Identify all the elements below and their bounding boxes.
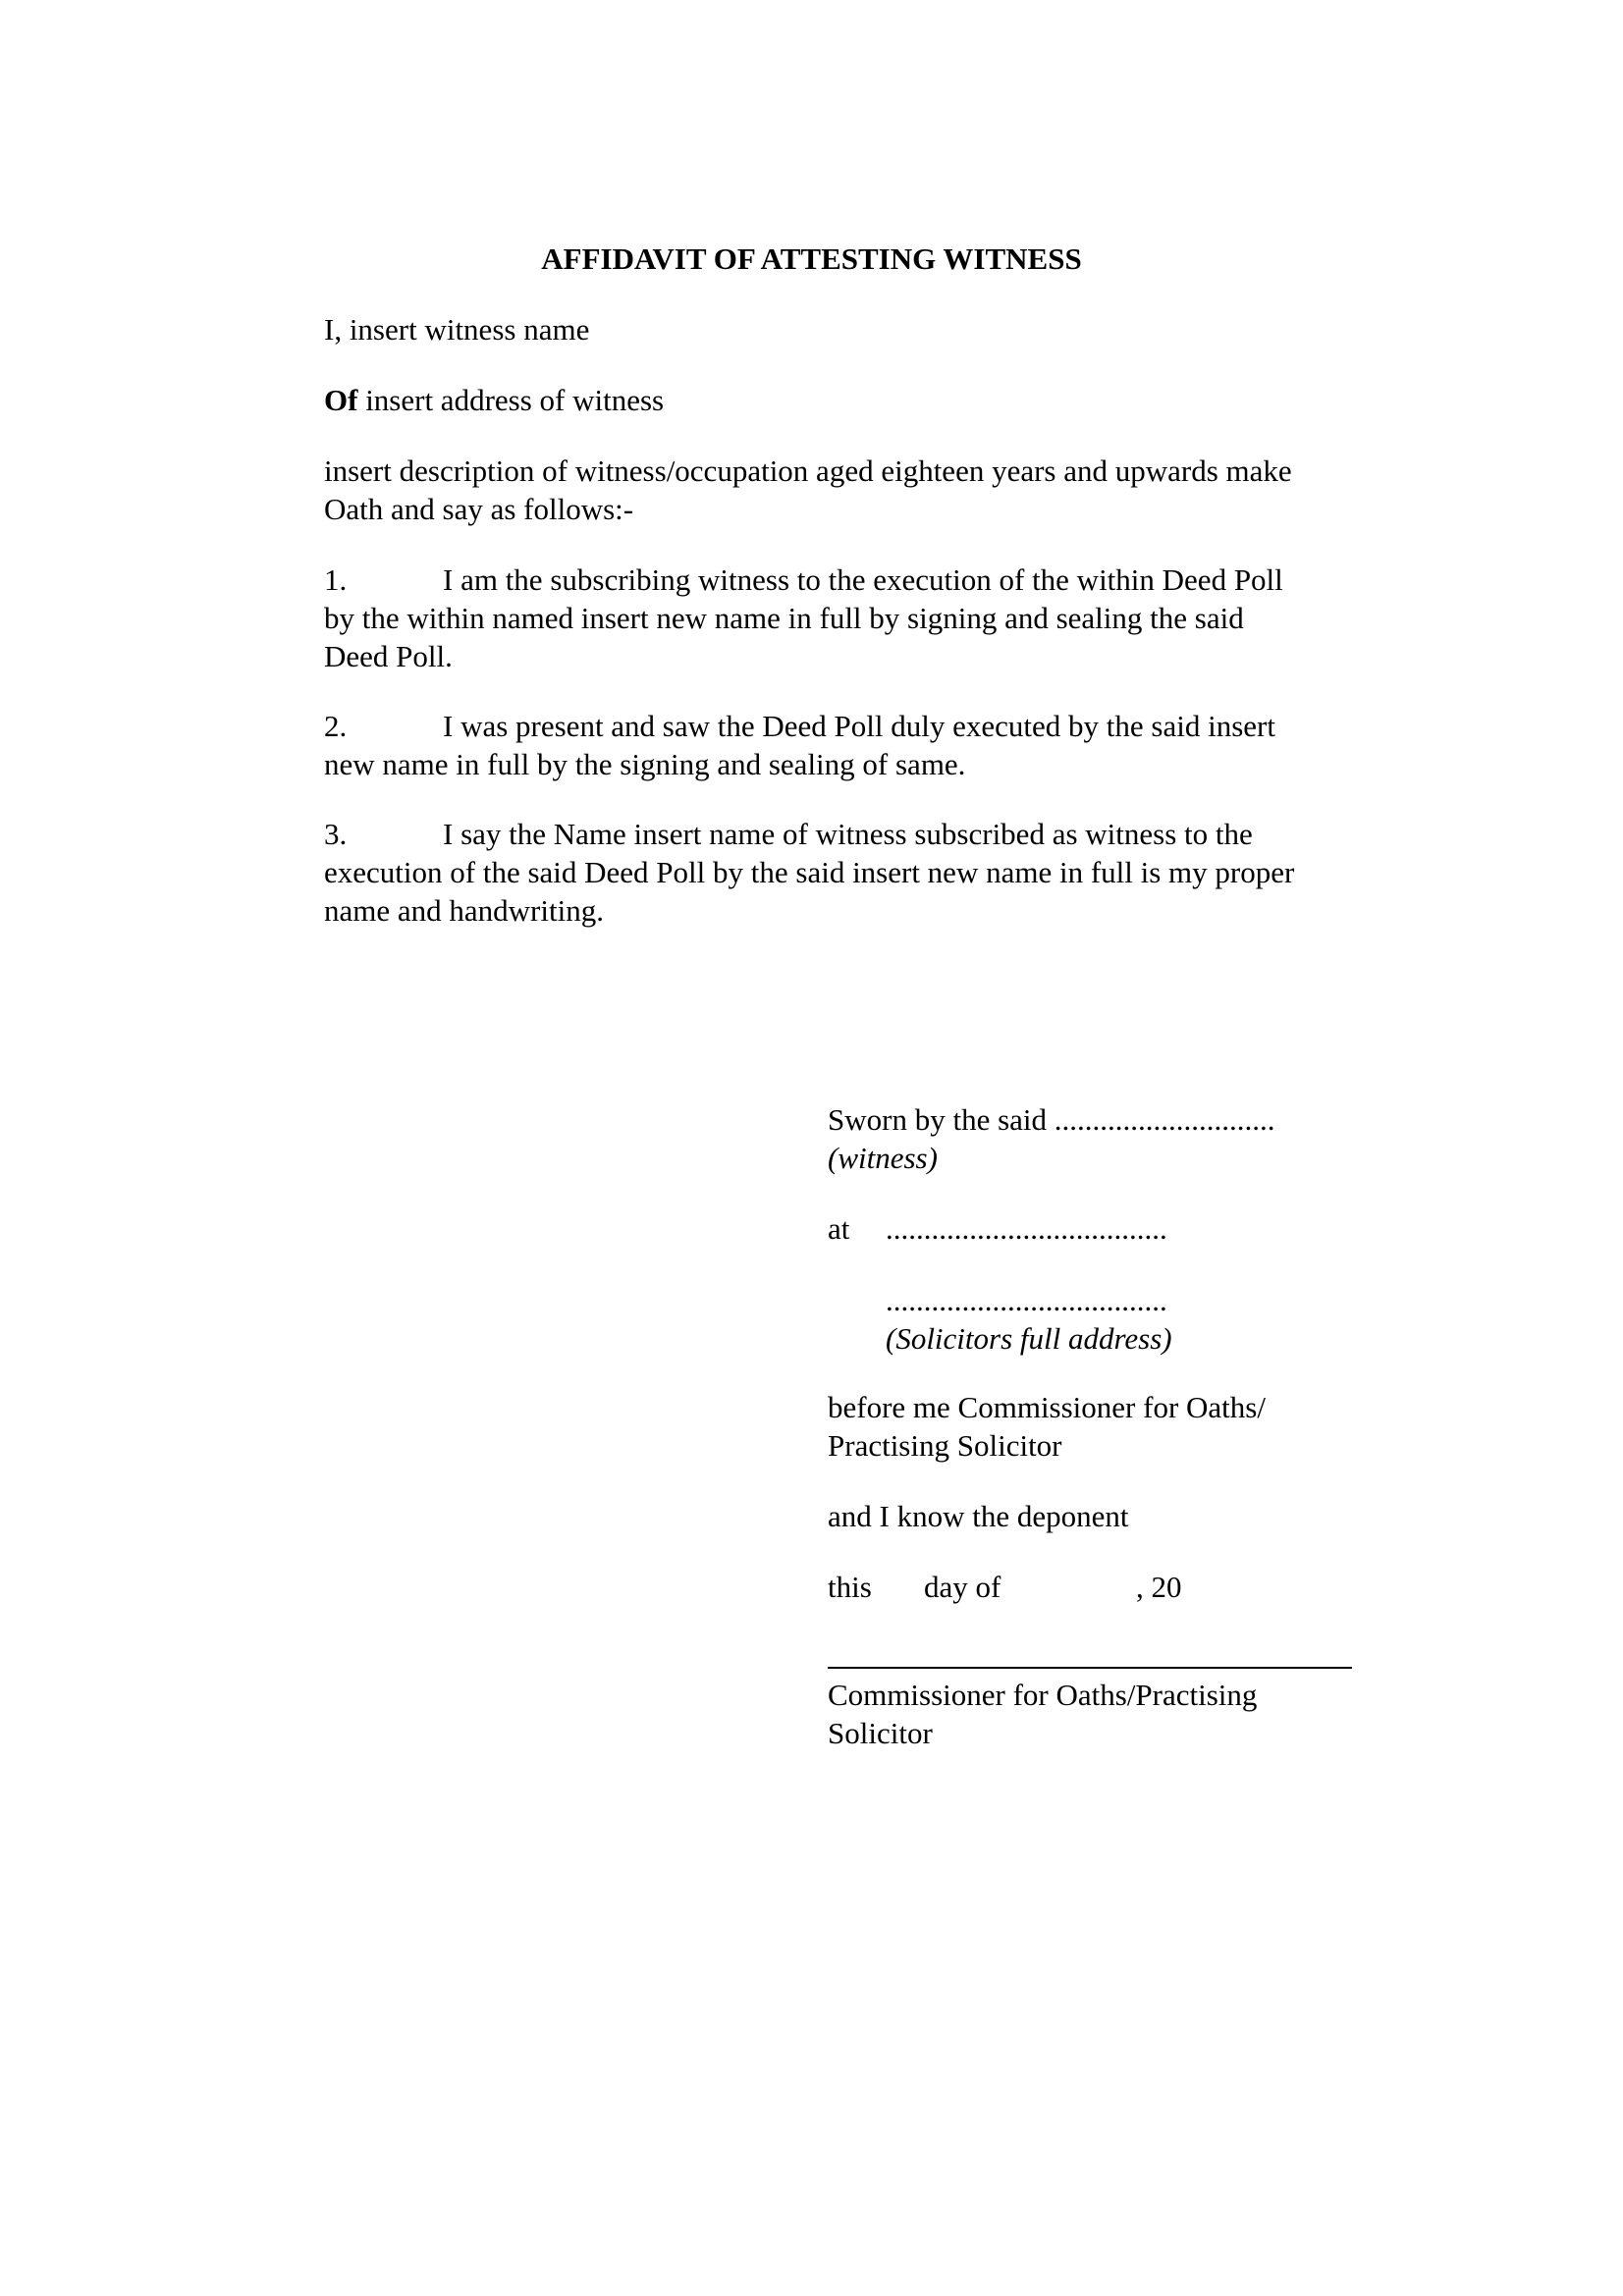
description-line-2: Oath and say as follows:-	[324, 492, 634, 526]
witness-label: (witness)	[828, 1141, 938, 1175]
paragraph-line: by the within named insert new name in full by signing and sealing the said	[324, 601, 1244, 635]
paragraph-line: I was present and saw the Deed Poll duly executed by the said insert	[443, 709, 1275, 743]
paragraph-line: I say the Name insert name of witness subscribed as witness to the	[443, 817, 1253, 851]
witness-description	[324, 452, 1404, 528]
solicitors-address-label: (Solicitors full address)	[886, 1321, 1172, 1356]
before-me-line-1: before me Commissioner for Oaths/	[828, 1390, 1266, 1424]
paragraph-2	[324, 707, 1404, 783]
paragraph-line: new name in full by the signing and sealing of same.	[324, 747, 966, 781]
this-label: this	[828, 1570, 872, 1604]
witness-address-text: insert address of witness	[357, 383, 665, 417]
paragraph-number: 2.	[324, 709, 348, 743]
sworn-by-text: Sworn by the said .............................	[828, 1102, 1275, 1137]
paragraph-line: name and handwriting.	[324, 893, 604, 928]
paragraph-number: 1.	[324, 562, 348, 597]
paragraph-line: Deed Poll.	[324, 639, 453, 673]
signature-line	[828, 1667, 1352, 1669]
day-of-label: day of	[924, 1570, 1001, 1604]
paragraph-number: 3.	[324, 817, 348, 851]
before-me-line-2: Practising Solicitor	[828, 1428, 1062, 1463]
sworn-by-block	[828, 1100, 1378, 1177]
address-block	[828, 1281, 1378, 1358]
paragraph-line: I am the subscribing witness to the execution of the within Deed Poll	[443, 562, 1283, 597]
before-me-block	[828, 1388, 1378, 1465]
paragraph-line: execution of the said Deed Poll by the said insert new name in full is my proper	[324, 855, 1295, 889]
witness-address-line	[324, 381, 1404, 419]
paragraph-3	[324, 815, 1404, 930]
witness-name-line: I, insert witness name	[324, 312, 590, 347]
at-dots: .....................................	[886, 1211, 1167, 1246]
year-text: , 20	[1136, 1570, 1182, 1604]
at-label: at	[828, 1211, 850, 1246]
address-dots: .....................................	[886, 1283, 1167, 1317]
know-deponent-line: and I know the deponent	[828, 1499, 1129, 1533]
commissioner-signature-block	[828, 1676, 1378, 1752]
paragraph-1	[324, 561, 1404, 675]
document-title: AFFIDAVIT OF ATTESTING WITNESS	[541, 241, 1082, 276]
at-line	[828, 1209, 1378, 1248]
of-label: Of	[324, 383, 358, 417]
description-line-1: insert description of witness/occupation aged eighteen years and upwards make	[324, 454, 1292, 488]
commissioner-line-1: Commissioner for Oaths/Practising	[828, 1678, 1258, 1712]
date-line	[828, 1568, 1378, 1606]
commissioner-line-2: Solicitor	[828, 1716, 933, 1750]
